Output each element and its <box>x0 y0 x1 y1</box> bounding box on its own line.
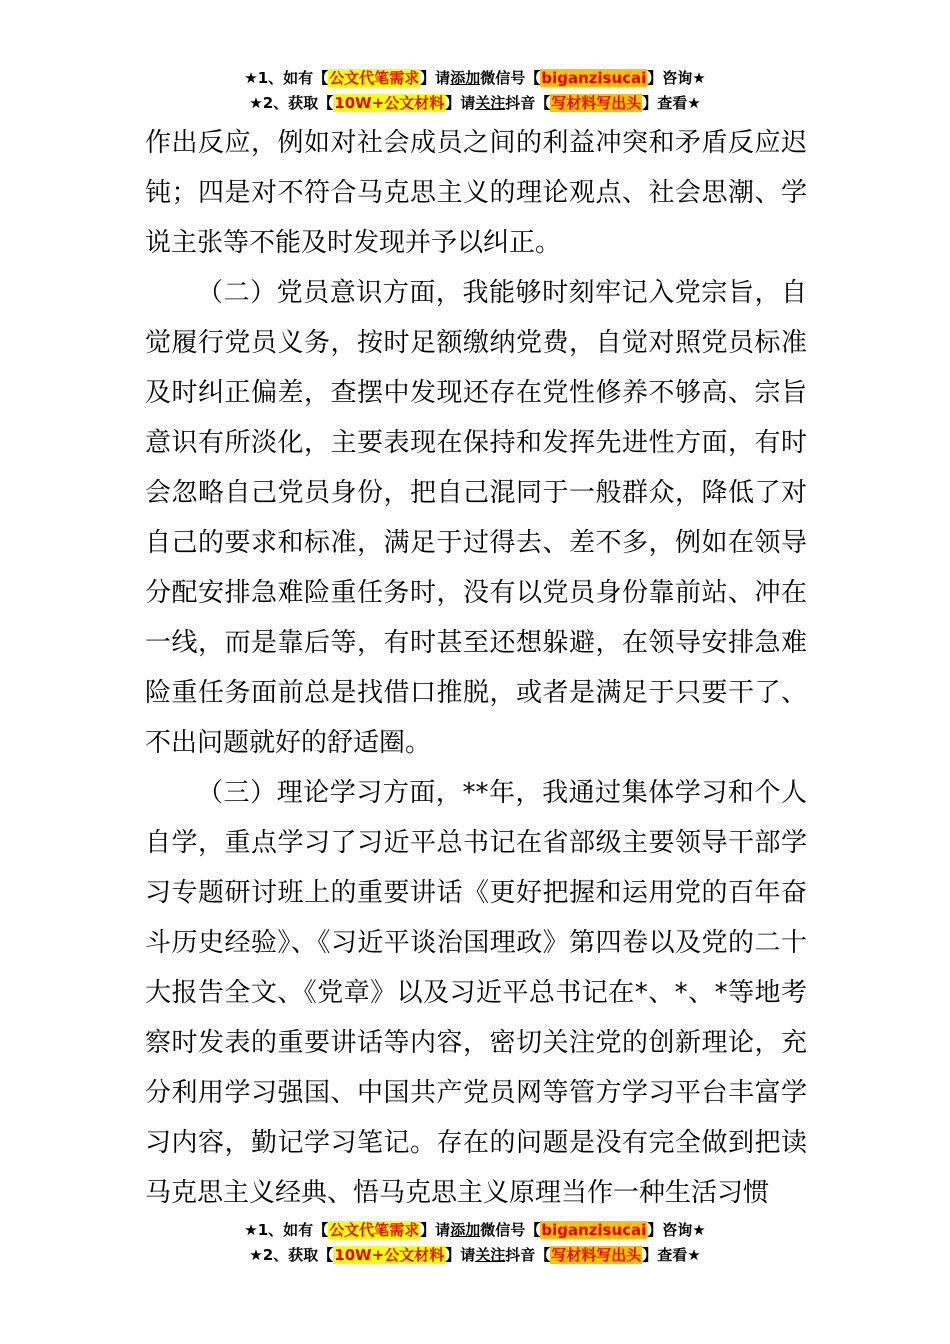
paragraph-party-awareness: （二）党员意识方面，我能够时刻牢记入党宗旨，自觉履行党员义务，按时足额缴纳党费，自觉对照党员标准及时纠正偏差，查摆中发现还存在党性修养不够高、宗旨意识有所淡化，主要表现在保持和发挥先进性方面，有时会忽略自己党员身份，把自己混同于一般群众，降低了对自己的要求和标准，满足于过得去、差不多，例如在领导分配安排急难险重任务时，没有以党员身份靠前站、冲在一线，而是靠后等，有时甚至还想躲避，在领导安排急难险重任务面前总是找借口推脱，或者是满足于只要干了、不出问题就好的舒适圈。 <box>145 278 807 758</box>
banner-text: 】请 <box>445 94 476 112</box>
banner-text: 微信号【 <box>480 1221 541 1239</box>
highlight-materials: 10W+公文材料 <box>334 94 445 112</box>
banner-emphasis: 添加 <box>450 1221 481 1239</box>
highlight-service: 公文代笔需求 <box>329 69 420 87</box>
banner-text: ★2、获取【 <box>249 94 334 112</box>
banner-emphasis: 关注 <box>475 94 506 112</box>
banner-text: 】咨询★ <box>647 69 706 87</box>
banner-text: 】请 <box>420 1221 451 1239</box>
document-body <box>145 118 807 1218</box>
banner-text: 】请 <box>445 1246 476 1264</box>
banner-text: 抖音【 <box>505 94 551 112</box>
banner-text: ★1、如有【 <box>244 69 329 87</box>
banner-text: 】咨询★ <box>647 1221 706 1239</box>
banner-text: ★2、获取【 <box>249 1246 334 1264</box>
highlight-service: 公文代笔需求 <box>329 1221 420 1239</box>
highlight-douyin: 写材料写出头 <box>551 94 642 112</box>
banner-emphasis: 关注 <box>475 1246 506 1264</box>
highlight-wechat-id: biganzisucai <box>541 1221 647 1239</box>
banner-line-1 <box>0 1218 950 1243</box>
highlight-douyin: 写材料写出头 <box>551 1246 642 1264</box>
banner-text: ★1、如有【 <box>244 1221 329 1239</box>
banner-text: 】查看★ <box>642 94 701 112</box>
banner-text: 微信号【 <box>480 69 541 87</box>
banner-text: 抖音【 <box>505 1246 551 1264</box>
banner-emphasis: 添加 <box>450 69 481 87</box>
banner-line-2 <box>0 91 950 116</box>
highlight-materials: 10W+公文材料 <box>334 1246 445 1264</box>
paragraph-continuation: 作出反应，例如对社会成员之间的利益冲突和矛盾反应迟钝；四是对不符合马克思主义的理论观点、社会思潮、学说主张等不能及时发现并予以纠正。 <box>145 128 807 258</box>
header-banner <box>0 66 950 116</box>
footer-banner <box>0 1218 950 1268</box>
banner-line-1 <box>0 66 950 91</box>
banner-line-2 <box>0 1243 950 1268</box>
banner-text: 】请 <box>420 69 451 87</box>
highlight-wechat-id: biganzisucai <box>541 69 647 87</box>
banner-text: 】查看★ <box>642 1246 701 1264</box>
paragraph-theory-study: （三）理论学习方面，**年，我通过集体学习和个人自学，重点学习了习近平总书记在省部级主要领导干部学习专题研讨班上的重要讲话《更好把握和运用党的百年奋斗历史经验》、《习近平谈治国理政》第四卷以及党的二十大报告全文、《党章》以及习近平总书记在*、*、*等地考察时发表的重要讲话等内容，密切关注党的创新理论，充分利用学习强国、中国共产党员网等管方学习平台丰富学习内容，勤记学习笔记。存在的问题是没有完全做到把读马克思主义经典、悟马克思主义原理当作一种生活习惯 <box>145 778 807 1208</box>
